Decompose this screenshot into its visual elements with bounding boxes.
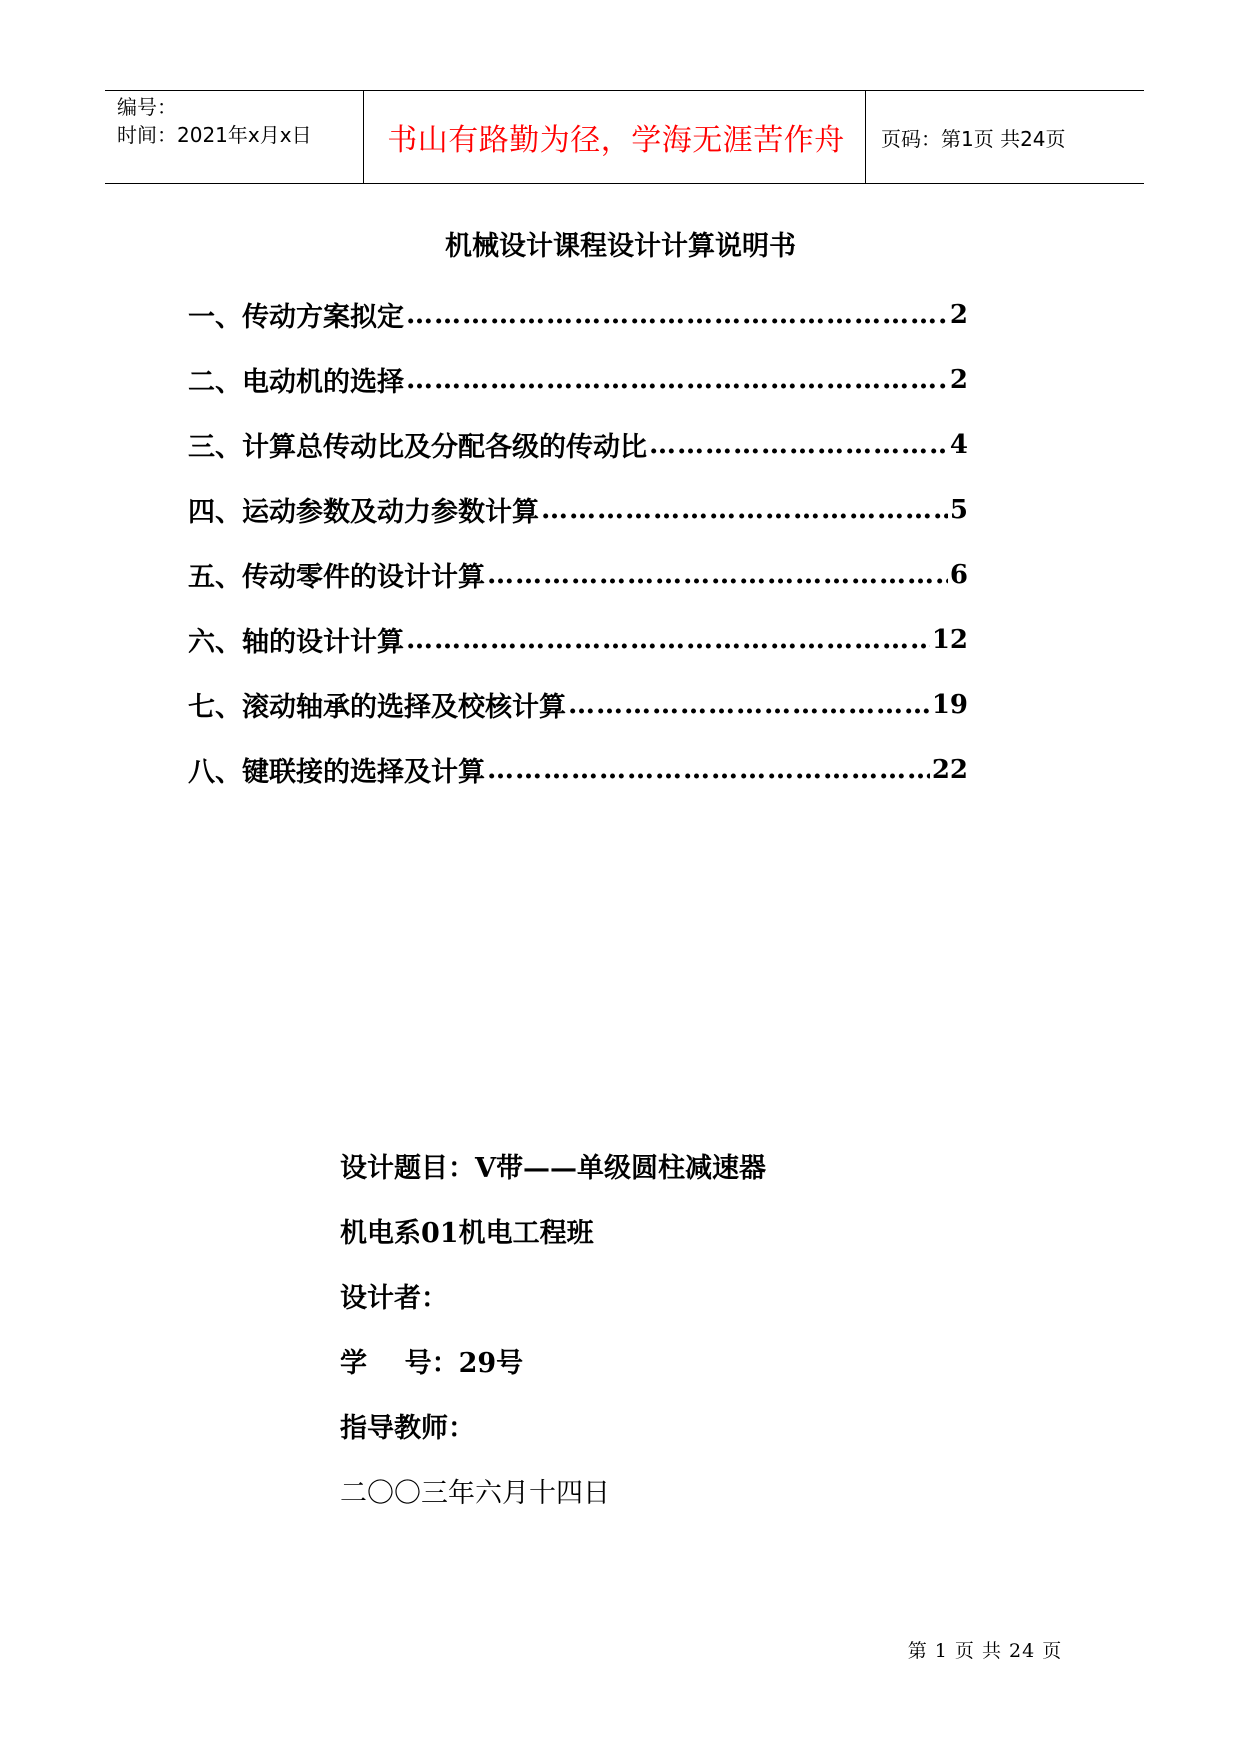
toc-label: 八、键联接的选择及计算 bbox=[188, 757, 485, 788]
toc-label: 四、运动参数及动力参数计算 bbox=[188, 497, 539, 528]
header-number-label: 编号： bbox=[117, 95, 177, 119]
student-id-text: 学 号：29号 bbox=[340, 1348, 524, 1379]
class-name: 机电系01机电工程班 bbox=[340, 1218, 594, 1249]
design-topic: 设计题目：V带——单级圆柱减速器 bbox=[340, 1153, 766, 1184]
designer-field: 设计者： bbox=[340, 1283, 448, 1314]
cover-info bbox=[340, 1133, 766, 1523]
toc-leader bbox=[406, 364, 948, 395]
toc-leader bbox=[649, 429, 948, 460]
toc-label: 二、电动机的选择 bbox=[188, 367, 404, 398]
table-of-contents bbox=[188, 282, 968, 802]
toc-label: 七、滚动轴承的选择及校核计算 bbox=[188, 692, 566, 723]
toc-leader bbox=[487, 754, 930, 785]
toc-item-1[interactable] bbox=[188, 282, 968, 347]
toc-item-4[interactable] bbox=[188, 477, 968, 542]
toc-page-number: 2 bbox=[949, 299, 968, 330]
toc-page-number: 2 bbox=[949, 364, 968, 395]
header-motto: 书山有路勤为径，学海无涯苦作舟 bbox=[387, 123, 845, 158]
advisor-field: 指导教师： bbox=[340, 1413, 475, 1444]
toc-leader bbox=[406, 299, 948, 330]
document-title: 机械设计课程设计计算说明书 bbox=[445, 231, 796, 262]
header-time-label: 时间：2021年x月x日 bbox=[117, 123, 312, 147]
submission-date: 二〇〇三年六月十四日 bbox=[340, 1478, 610, 1509]
toc-leader bbox=[487, 559, 948, 590]
toc-label: 一、传动方案拟定 bbox=[188, 302, 404, 333]
toc-label: 三、计算总传动比及分配各级的传动比 bbox=[188, 432, 647, 463]
toc-page-number: 22 bbox=[931, 754, 968, 785]
toc-leader bbox=[568, 689, 930, 720]
toc-leader bbox=[406, 624, 930, 655]
toc-item-3[interactable] bbox=[188, 412, 968, 477]
toc-page-number: 4 bbox=[949, 429, 968, 460]
header-divider-right bbox=[865, 91, 866, 183]
page-footer: 第 1 页 共 24 页 bbox=[907, 1640, 1063, 1662]
toc-label: 六、轴的设计计算 bbox=[188, 627, 404, 658]
toc-item-6[interactable] bbox=[188, 607, 968, 672]
header-divider-left bbox=[363, 91, 364, 183]
toc-item-2[interactable] bbox=[188, 347, 968, 412]
toc-page-number: 19 bbox=[931, 689, 968, 720]
page-header bbox=[105, 90, 1144, 184]
toc-page-number: 12 bbox=[931, 624, 968, 655]
header-meta bbox=[117, 91, 367, 183]
toc-item-8[interactable] bbox=[188, 737, 968, 802]
toc-label: 五、传动零件的设计计算 bbox=[188, 562, 485, 593]
student-id-field bbox=[340, 1328, 766, 1393]
header-page-info: 页码：第1页 共24页 bbox=[881, 126, 1066, 151]
toc-page-number: 6 bbox=[949, 559, 968, 590]
toc-item-5[interactable] bbox=[188, 542, 968, 607]
toc-leader bbox=[541, 494, 948, 525]
toc-page-number: 5 bbox=[949, 494, 968, 525]
toc-item-7[interactable] bbox=[188, 672, 968, 737]
